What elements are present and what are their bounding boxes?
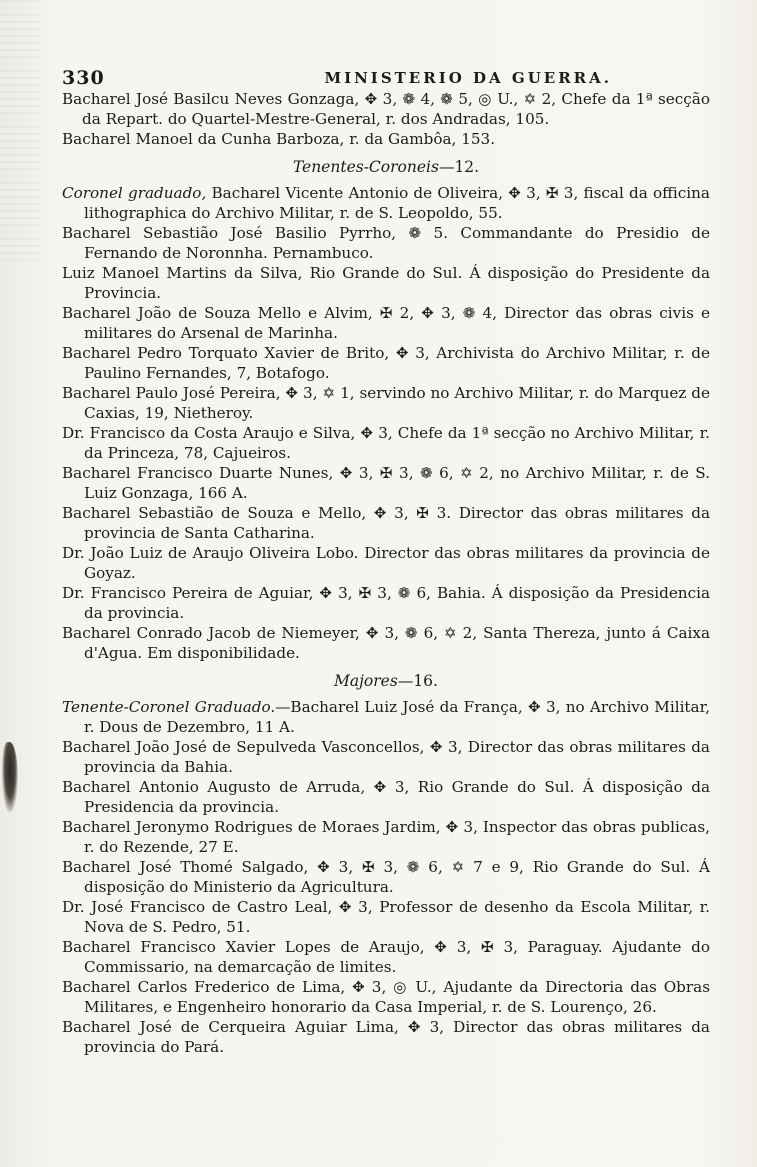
body-text bbox=[62, 89, 710, 1057]
running-title: MINISTERIO DA GUERRA. bbox=[324, 69, 612, 87]
list-item: Bacharel Sebastião José Basilio Pyrrho, ❁ 5. Commandante do Presidio de Fernando de Noronnha. Pernambuco. bbox=[62, 224, 710, 262]
show-through-stain bbox=[0, 0, 40, 260]
list-item: Bacharel Carlos Frederico de Lima, ✥ 3, ◎ U., Ajudante da Directoria das Obras Militares, e Engenheiro honorario da Casa Imperial, r. de S. Lourenço, 26. bbox=[62, 978, 710, 1016]
section-title: Majores bbox=[334, 672, 398, 690]
list-item: Bacharel José Basilcu Neves Gonzaga, ✥ 3, ❁ 4, ❁ 5, ◎ U., ✡ 2, Chefe da 1ª secção da Repart. do Quartel-Mestre-General, r. dos Andradas, 105. bbox=[62, 90, 710, 128]
list-item: Bacharel Pedro Torquato Xavier de Brito, ✥ 3, Archivista do Archivo Militar, r. de Paulino Fernandes, 7, Botafogo. bbox=[62, 344, 710, 382]
list-item: Bacharel José Thomé Salgado, ✥ 3, ✠ 3, ❁ 6, ✡ 7 e 9, Rio Grande do Sul. Á disposição do Ministerio da Agricultura. bbox=[62, 858, 710, 896]
list-item bbox=[62, 183, 710, 223]
rank-note: Coronel graduado, bbox=[62, 184, 207, 202]
page-number: 330 bbox=[62, 67, 105, 89]
list-item: Luiz Manoel Martins da Silva, Rio Grande do Sul. Á disposição do Presidente da Provincia. bbox=[62, 264, 710, 302]
list-item bbox=[62, 697, 710, 737]
page-header bbox=[62, 67, 710, 89]
list-item: Bacharel João José de Sepulveda Vasconcellos, ✥ 3, Director das obras militares da provincia da Bahia. bbox=[62, 738, 710, 776]
list-item: Bacharel Jeronymo Rodrigues de Moraes Jardim, ✥ 3, Inspector das obras publicas, r. do Rezende, 27 E. bbox=[62, 818, 710, 856]
section-heading-majores bbox=[62, 671, 710, 691]
list-item: Bacharel Manoel da Cunha Barboza, r. da Gambôa, 153. bbox=[62, 130, 496, 148]
list-item: Bacharel Sebastião de Souza e Mello, ✥ 3, ✠ 3. Director das obras militares da provincia de Santa Catharina. bbox=[62, 504, 710, 542]
list-item: Bacharel Conrado Jacob de Niemeyer, ✥ 3, ❁ 6, ✡ 2, Santa Thereza, junto á Caixa d'Agua. Em disponibilidade. bbox=[62, 624, 710, 662]
list-item: Bacharel Antonio Augusto de Arruda, ✥ 3, Rio Grande do Sul. Á disposição da Presidencia da provincia. bbox=[62, 778, 710, 816]
entry-text: Bacharel Vicente Antonio de Oliveira, ✥ 3, ✠ 3, fiscal da officina lithographica do Archivo Militar, r. de S. Leopoldo, 55. bbox=[84, 184, 710, 222]
section-title: Tenentes-Coroneis bbox=[292, 158, 439, 176]
section-count: —12. bbox=[438, 158, 480, 176]
entry-text: —Bacharel Luiz José da França, ✥ 3, no Archivo Militar, r. Dous de Dezembro, 11 A. bbox=[84, 698, 710, 736]
list-item: Dr. João Luiz de Araujo Oliveira Lobo. Director das obras militares da provincia de Goyaz. bbox=[62, 544, 710, 582]
thumb-mark bbox=[2, 742, 18, 812]
list-item: Bacharel Francisco Duarte Nunes, ✥ 3, ✠ 3, ❁ 6, ✡ 2, no Archivo Militar, r. de S. Luiz Gonzaga, 166 A. bbox=[62, 464, 710, 502]
list-item: Bacharel Paulo José Pereira, ✥ 3, ✡ 1, servindo no Archivo Militar, r. do Marquez de Caxias, 19, Nietheroy. bbox=[62, 384, 710, 422]
section-count: —16. bbox=[397, 672, 438, 690]
rank-note: Tenente-Coronel Graduado. bbox=[62, 698, 276, 716]
list-item: Dr. José Francisco de Castro Leal, ✥ 3, Professor de desenho da Escola Militar, r. Nova de S. Pedro, 51. bbox=[62, 898, 710, 936]
list-item: Dr. Francisco Pereira de Aguiar, ✥ 3, ✠ 3, ❁ 6, Bahia. Á disposição da Presidencia da provincia. bbox=[62, 584, 710, 622]
section-heading-tenentes-coroneis bbox=[62, 157, 710, 177]
list-item: Bacharel José de Cerqueira Aguiar Lima, ✥ 3, Director das obras militares da provincia do Pará. bbox=[62, 1018, 710, 1056]
list-item: Bacharel Francisco Xavier Lopes de Araujo, ✥ 3, ✠ 3, Paraguay. Ajudante do Commissario, na demarcação de limites. bbox=[62, 938, 710, 976]
list-item: Bacharel João de Souza Mello e Alvim, ✠ 2, ✥ 3, ❁ 4, Director das obras civis e militares do Arsenal de Marinha. bbox=[62, 304, 710, 342]
list-item: Dr. Francisco da Costa Araujo e Silva, ✥ 3, Chefe da 1ª secção no Archivo Militar, r. da Princeza, 78, Cajueiros. bbox=[62, 424, 710, 462]
